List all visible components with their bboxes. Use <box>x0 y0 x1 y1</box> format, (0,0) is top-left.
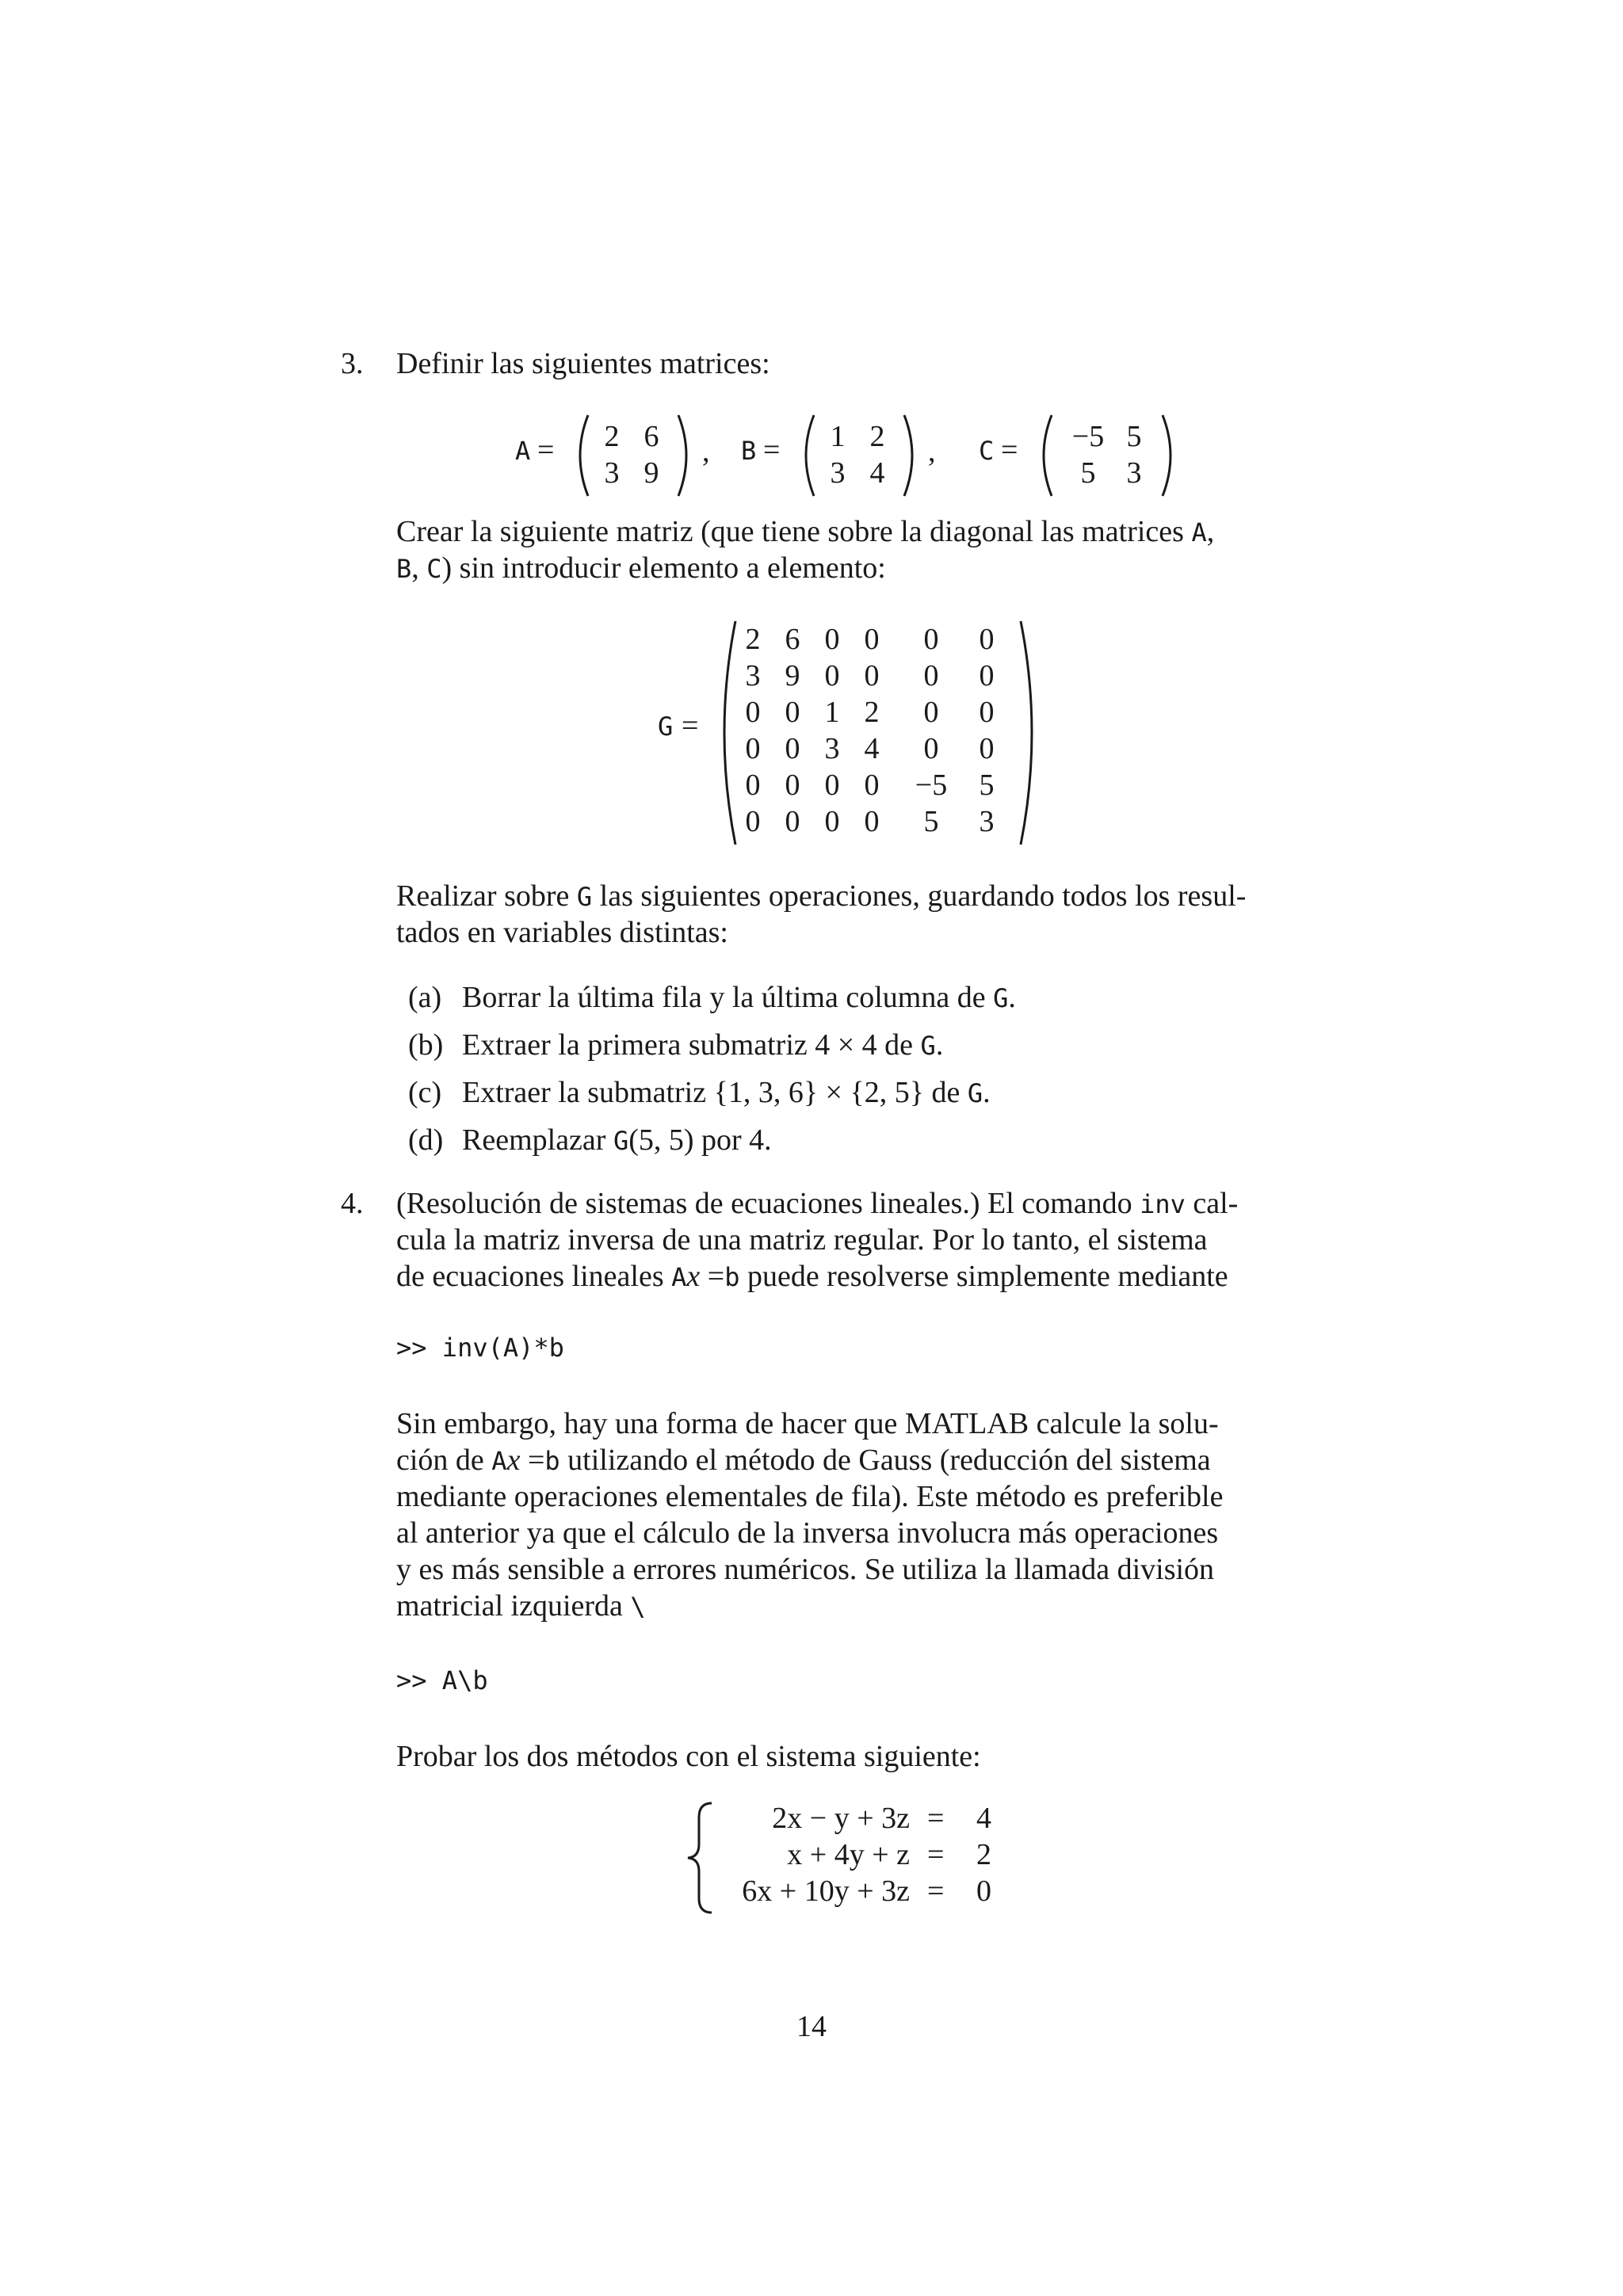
matrix-ref-G: G <box>967 1078 983 1108</box>
inv-command: inv <box>1140 1189 1186 1219</box>
equals-sign: = <box>537 433 555 467</box>
matrix-G-cell: 0 <box>923 623 939 656</box>
item-number-4: 4. <box>341 1187 364 1220</box>
matrix-G-cell: 0 <box>864 623 880 656</box>
subitem-a: (a) Borrar la última fila y la última columna de G. <box>408 981 1016 1014</box>
equals-sign: = <box>927 1838 945 1871</box>
matrix-G-cell: 0 <box>785 732 800 765</box>
matrix-G-cell: 0 <box>923 696 939 729</box>
symbol-b: b <box>724 1262 740 1292</box>
subitem-label: (b) <box>408 1028 444 1062</box>
matrix-ref-A: A <box>1191 517 1207 547</box>
matrix-cell: −5 <box>1071 420 1105 453</box>
matrix-B-name: B <box>741 436 757 466</box>
text: , <box>411 551 427 585</box>
p2-line6 <box>396 1588 1308 1625</box>
matrix-A-name: A <box>515 436 531 466</box>
p2-line1: Sin embargo, hay una forma de hacer que MATLAB calcule la solu- <box>396 1407 1219 1440</box>
matrix-G-cell: 0 <box>923 732 939 765</box>
matrix-cell: 5 <box>1080 456 1096 490</box>
equation-lhs: 2x − y + 3z <box>772 1802 910 1835</box>
matrix-C-name: C <box>979 436 995 466</box>
equation-rhs: 4 <box>976 1802 991 1835</box>
matrix-cell: 6 <box>643 420 659 453</box>
probar-line: Probar los dos métodos con el sistema siguiente: <box>396 1740 981 1773</box>
code-backslash: >> A\b <box>396 1665 488 1695</box>
matrix-G-cell: 2 <box>745 623 761 656</box>
symbol-b: b <box>544 1446 560 1476</box>
matrix-cell: 3 <box>830 456 846 490</box>
item4-line1 <box>396 1185 1308 1222</box>
text: Extraer la primera submatriz 4 × 4 de <box>462 1028 921 1062</box>
text: (Resolución de sistemas de ecuaciones lineales.) El comando <box>396 1187 1140 1220</box>
page-number: 14 <box>796 2010 827 2043</box>
matrix-G-cell: 0 <box>979 623 995 656</box>
matrix-G-cell: 3 <box>979 805 995 838</box>
matrix-G-cell: 0 <box>785 769 800 802</box>
subitem-label: (a) <box>408 981 442 1014</box>
matrix-G-cell: 4 <box>864 732 880 765</box>
left-paren <box>1033 412 1056 499</box>
comma: , <box>702 435 710 468</box>
matrix-ref-G: G <box>920 1031 936 1061</box>
text: utilizando el método de Gauss (reducción del sistema <box>559 1444 1211 1477</box>
text: las siguientes operaciones, guardando todos los resul- <box>592 879 1247 913</box>
equals-sign: = <box>682 709 699 742</box>
item-number-3: 3. <box>341 347 364 380</box>
matrix-G-cell: 0 <box>745 769 761 802</box>
code-inv: >> inv(A)*b <box>396 1333 564 1363</box>
create-paragraph-line2 <box>396 550 1308 587</box>
matrix-G-cell: 0 <box>824 659 840 692</box>
matrix-G-cell: 0 <box>824 769 840 802</box>
matrix-cell: 5 <box>1126 420 1142 453</box>
left-brace <box>682 1798 716 1917</box>
matrix-G-cell: 0 <box>824 805 840 838</box>
symbol-x: x <box>686 1260 701 1293</box>
equation-rhs: 2 <box>976 1838 991 1871</box>
matrix-G-cell: 0 <box>824 623 840 656</box>
matrix-G-cell: 0 <box>745 696 761 729</box>
equation-lhs: 6x + 10y + 3z <box>742 1875 910 1908</box>
equals-sign: = <box>927 1875 945 1908</box>
matrix-G-cell: 2 <box>864 696 880 729</box>
matrix-G-cell: −5 <box>915 769 948 802</box>
matrix-G <box>650 618 1062 848</box>
matrix-cell: 3 <box>1126 456 1142 490</box>
matrix-A <box>515 412 721 499</box>
matrix-G-cell: 5 <box>979 769 995 802</box>
text: ción de <box>396 1444 492 1477</box>
backslash-symbol: \ <box>630 1592 646 1622</box>
p2-line3: mediante operaciones elementales de fila). Este método es preferible <box>396 1480 1224 1513</box>
matrix-G-cell: 0 <box>785 696 800 729</box>
matrix-G-cell: 6 <box>785 623 800 656</box>
matrix-cell: 9 <box>643 456 659 490</box>
create-paragraph-line1 <box>396 513 1308 551</box>
text: ) sin introducir elemento a elemento: <box>441 551 886 585</box>
matrix-G-cell: 0 <box>745 732 761 765</box>
text: Realizar sobre <box>396 879 577 913</box>
right-paren <box>899 412 923 499</box>
matrix-ref-C: C <box>426 554 442 584</box>
p2-line5: y es más sensible a errores numéricos. Se utiliza la llamada división <box>396 1553 1215 1586</box>
symbol-x: x <box>506 1444 521 1477</box>
matrix-G-cell: 0 <box>979 659 995 692</box>
equation-rhs: 0 <box>976 1875 991 1908</box>
matrix-C <box>979 412 1201 499</box>
ops-paragraph-line2: tados en variables distintas: <box>396 916 728 949</box>
text: cal- <box>1185 1187 1239 1220</box>
text: de ecuaciones lineales <box>396 1260 672 1293</box>
subitem-c: (c) Extraer la submatriz {1, 3, 6} × {2, 5} de G. <box>408 1076 991 1109</box>
text: puede resolverse simplemente mediante <box>739 1260 1228 1293</box>
item4-line3: de ecuaciones lineales Ax =b puede resolverse simplemente mediante <box>396 1260 1228 1293</box>
matrix-ref-G: G <box>576 882 593 912</box>
matrix-G-grid <box>729 621 1030 843</box>
matrix-cell: 2 <box>869 420 885 453</box>
symbol-A: A <box>491 1446 507 1476</box>
equals-sign: = <box>927 1802 945 1835</box>
text: (5, 5) por 4. <box>628 1123 772 1157</box>
matrix-G-cell: 0 <box>923 659 939 692</box>
matrix-cell: 1 <box>830 420 846 453</box>
subitem-label: (d) <box>408 1123 444 1157</box>
matrix-G-cell: 0 <box>864 659 880 692</box>
subitem-b: (b) Extraer la primera submatriz 4 × 4 de G. <box>408 1028 944 1062</box>
matrix-G-name: G <box>658 711 674 742</box>
equation-system <box>682 1798 1014 1917</box>
text: Reemplazar <box>462 1123 613 1157</box>
text: Extraer la submatriz {1, 3, 6} × {2, 5} de <box>462 1076 968 1109</box>
matrix-G-cell: 0 <box>745 805 761 838</box>
equation-lhs: x + 4y + z <box>787 1838 910 1871</box>
comma: , <box>928 435 936 468</box>
item3-intro: Definir las siguientes matrices: <box>396 347 770 380</box>
matrix-G-cell: 1 <box>824 696 840 729</box>
matrix-cell: 2 <box>604 420 620 453</box>
equals-sign: = <box>1001 433 1018 467</box>
matrix-ref-B: B <box>396 554 412 584</box>
right-paren <box>674 412 697 499</box>
matrix-G-cell: 9 <box>785 659 800 692</box>
matrix-G-cell: 0 <box>979 696 995 729</box>
subitem-label: (c) <box>408 1076 442 1109</box>
symbol-A: A <box>671 1262 687 1292</box>
ops-paragraph-line1 <box>396 878 1308 915</box>
equals-sign: = <box>763 433 781 467</box>
text: matricial izquierda <box>396 1589 631 1623</box>
matrix-G-cell: 0 <box>785 805 800 838</box>
matrix-G-cell: 3 <box>745 659 761 692</box>
text: , <box>1206 515 1215 548</box>
text: Crear la siguiente matriz (que tiene sobre la diagonal las matrices <box>396 515 1192 548</box>
matrix-G-cell: 3 <box>824 732 840 765</box>
matrix-cell: 3 <box>604 456 620 490</box>
matrix-G-cell: 0 <box>864 805 880 838</box>
right-paren <box>1158 412 1182 499</box>
matrix-G-cell: 5 <box>923 805 939 838</box>
matrix-G-cell: 0 <box>979 732 995 765</box>
matrix-cell: 4 <box>869 456 885 490</box>
matrix-ref-G: G <box>993 983 1009 1013</box>
p2-line2: ción de Ax =b utilizando el método de Gauss (reducción del sistema <box>396 1444 1211 1477</box>
p2-line4: al anterior ya que el cálculo de la inversa involucra más operaciones <box>396 1516 1219 1550</box>
item4-line2: cula la matriz inversa de una matriz regular. Por lo tanto, el sistema <box>396 1223 1208 1257</box>
matrix-B <box>741 412 947 499</box>
matrix-G-cell: 0 <box>864 769 880 802</box>
text: Borrar la última fila y la última columna de <box>462 981 994 1014</box>
subitem-d <box>408 1122 772 1159</box>
matrix-ref-G: G <box>613 1126 629 1156</box>
right-paren <box>1016 618 1044 848</box>
